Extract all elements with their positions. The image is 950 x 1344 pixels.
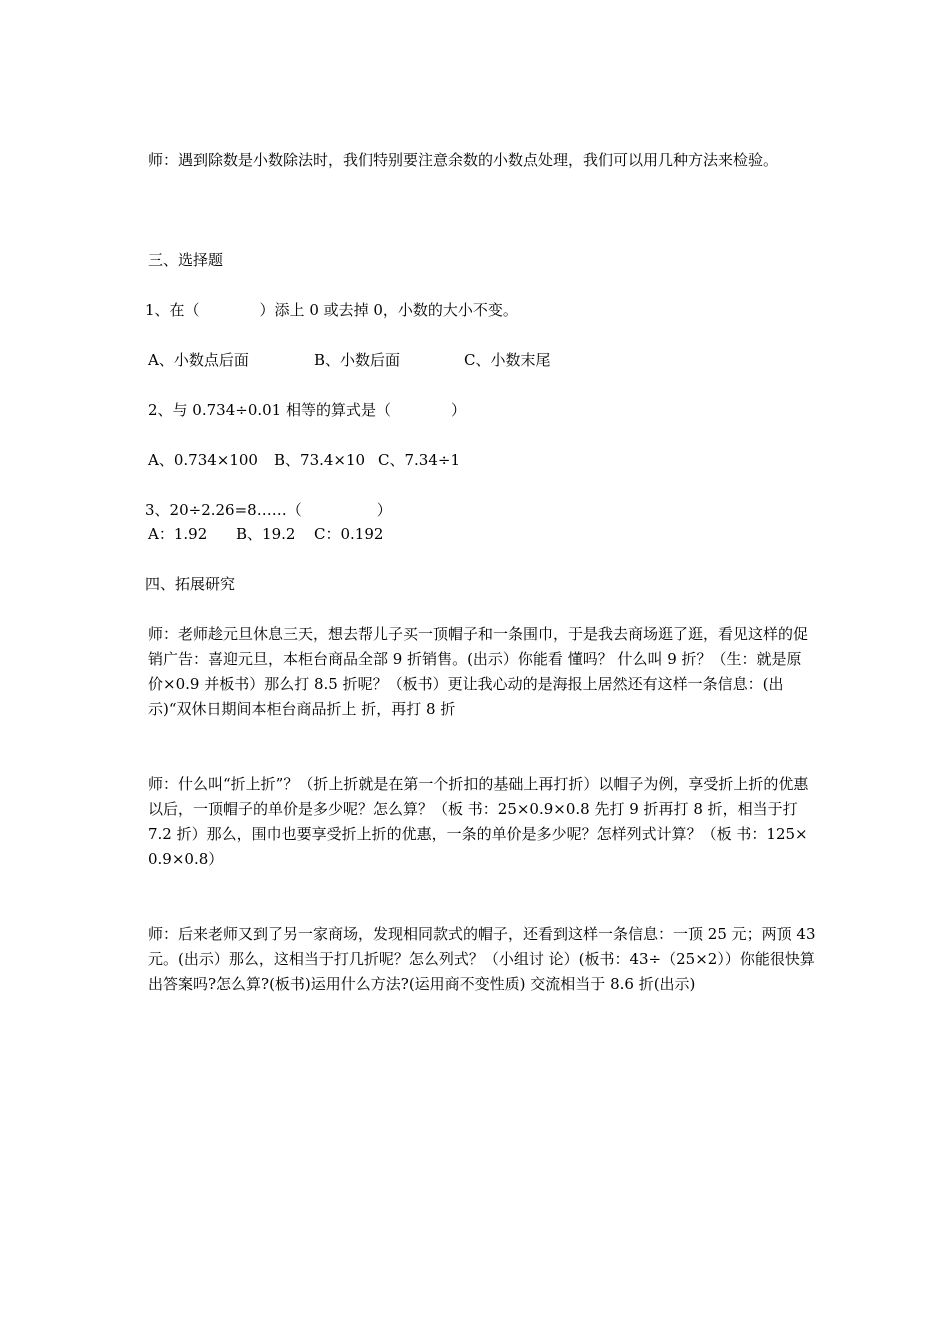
question-2-option-c: C、7.34÷1: [378, 451, 460, 469]
question-1-option-a: A、小数点后面: [148, 351, 249, 369]
section-3-heading: 三、选择题: [148, 251, 224, 269]
question-1-option-b: B、小数后面: [314, 351, 401, 369]
question-3-options: [148, 522, 383, 547]
question-3-stem: 3、20÷2.26=8……（ ）: [145, 501, 392, 519]
question-3-option-b: B、19.2: [236, 525, 296, 543]
question-2-option-a: A、0.734×100: [148, 451, 258, 469]
question-3-option-c: C：0.192: [314, 525, 384, 543]
question-2-stem: 2、与 0.734÷0.01 相等的算式是（ ）: [148, 401, 466, 419]
question-3-option-a: A：1.92: [148, 525, 208, 543]
question-1-option-c: C、小数末尾: [464, 351, 551, 369]
question-2-options: [148, 448, 460, 473]
extension-paragraph-2: 师：什么叫“折上折”？（折上折就是在第一个折扣的基础上再打折）以帽子为例，享受折上折的优惠以后，一顶帽子的单价是多少呢？怎么算？（板 书：25×0.9×0.8 先打 9 折再打 8 折，相当于打 7.2 折）那么，围巾也要享受折上折的优惠，一条的单价是多少呢？怎样列式计算？（板 书：125×0.9×0.8）: [148, 775, 809, 868]
extension-paragraph-3: 师：后来老师又到了另一家商场，发现相同款式的帽子，还看到这样一条信息：一顶 25 元；两顶 43 元。(出示）那么，这相当于打几折呢？怎么列式？（小组讨 论）(板书：43÷（25×2））你能很快算出答案吗?怎么算?(板书)运用什么方法?(运用商不变性质) 交流相当于 8.6 折(出示): [148, 925, 816, 993]
teacher-note-paragraph: 师：遇到除数是小数除法时，我们特别要注意余数的小数点处理，我们可以用几种方法来检验。: [148, 151, 779, 169]
question-1-options: [148, 348, 550, 373]
question-2-option-b: B、73.4×10: [274, 451, 366, 469]
section-4-heading: 四、拓展研究: [145, 575, 236, 593]
extension-paragraph-1: 师：老师趁元旦休息三天，想去帮儿子买一顶帽子和一条围巾，于是我去商场逛了逛，看见这样的促销广告：喜迎元旦，本柜台商品全部 9 折销售。(出示）你能看 懂吗？ 什么叫 9 折？（生：就是原价×0.9 并板书）那么打 8.5 折呢？（板书）更让我心动的是海报上居然还有这样一条信息：(出示)“双休日期间本柜台商品折上 折，再打 8 折: [148, 625, 809, 718]
question-1-stem: 1、在（ ）添上 0 或去掉 0，小数的大小不变。: [145, 301, 518, 319]
